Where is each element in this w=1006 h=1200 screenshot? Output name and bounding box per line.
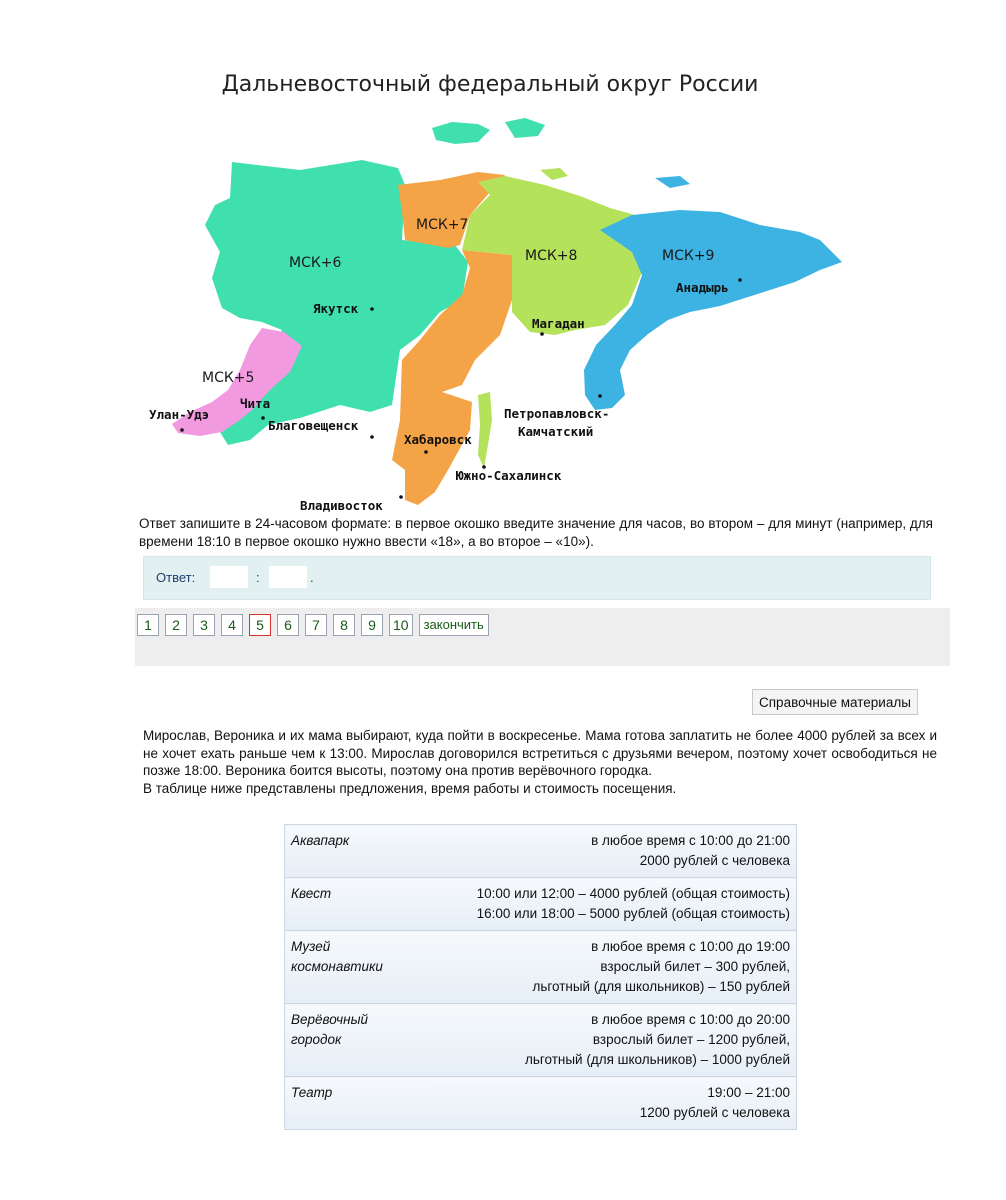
page-button-9[interactable]: 9 — [361, 614, 383, 636]
table-row — [285, 931, 797, 1004]
table-row — [285, 1077, 797, 1130]
city-blagoveshchensk: Благовещенск — [268, 418, 359, 433]
page-button-8[interactable]: 8 — [333, 614, 355, 636]
answer-end-dot: . — [310, 570, 314, 585]
island-north-2 — [505, 118, 545, 138]
city-petropavlovsk-2: Камчатский — [518, 424, 594, 439]
zone-label-msk6: МСК+6 — [289, 255, 342, 271]
offer-name: Музей космонавтики — [285, 931, 428, 1004]
page-button-3[interactable]: 3 — [193, 614, 215, 636]
city-chita: Чита — [240, 396, 271, 411]
city-yakutsk: Якутск — [313, 301, 359, 316]
offer-line: 2000 рублей с человека — [639, 853, 790, 868]
question-pager — [137, 614, 489, 636]
island-north — [432, 122, 490, 144]
timezone-map — [0, 0, 1006, 512]
island-wrangel — [655, 176, 690, 188]
offer-details — [427, 825, 797, 878]
table-intro: В таблице ниже представлены предложения, время работы и стоимость посещения. — [143, 780, 677, 796]
offer-name: Квест — [285, 878, 428, 931]
table-row — [285, 1004, 797, 1077]
page-button-5-current[interactable]: 5 — [249, 614, 271, 636]
answer-label: Ответ: — [156, 570, 196, 585]
offer-line: 1200 рублей с человека — [639, 1105, 790, 1120]
city-petropavlovsk-1: Петропавловск- — [504, 406, 610, 421]
offer-line: взрослый билет – 300 рублей, — [600, 959, 790, 974]
zone-label-msk8: МСК+8 — [525, 248, 578, 264]
hours-input[interactable] — [210, 566, 248, 588]
task-text — [143, 727, 937, 797]
zone-label-msk7: МСК+7 — [416, 217, 469, 233]
offer-line: в любое время с 10:00 до 21:00 — [591, 833, 790, 848]
zone-msk9-region — [584, 210, 842, 410]
minutes-input[interactable] — [269, 566, 307, 588]
page-button-4[interactable]: 4 — [221, 614, 243, 636]
offer-line: льготный (для школьников) – 150 рублей — [532, 979, 790, 994]
city-ulan-ude: Улан-Удэ — [149, 407, 210, 422]
table-row — [285, 878, 797, 931]
table-row — [285, 825, 797, 878]
offer-line: 16:00 или 18:00 – 5000 рублей (общая стоимость) — [476, 906, 790, 921]
finish-button[interactable]: закончить — [419, 614, 489, 636]
page-button-2[interactable]: 2 — [165, 614, 187, 636]
city-khabarovsk: Хабаровск — [404, 432, 472, 447]
offer-details — [427, 1077, 797, 1130]
offer-line: в любое время с 10:00 до 19:00 — [591, 939, 790, 954]
task-paragraph: Мирослав, Вероника и их мама выбирают, куда пойти в воскресенье. Мама готова заплатить не более 4000 рублей за всех и не хочет ехать раньше чем к 13:00. Мирослав договорился встретиться с друзьями вечером, поэтому хочет освободиться не позже 18:00. Вероника боится высоты, поэтому она против верёвочного городка. — [143, 728, 937, 778]
city-anadyr: Анадырь — [676, 280, 729, 295]
reference-materials-button[interactable]: Справочные материалы — [752, 689, 918, 715]
zone-label-msk5: МСК+5 — [202, 370, 255, 386]
offer-line: 10:00 или 12:00 – 4000 рублей (общая стоимость) — [476, 886, 790, 901]
answer-panel — [143, 556, 931, 600]
offer-line: в любое время с 10:00 до 20:00 — [591, 1012, 790, 1027]
map-title: Дальневосточный федеральный округ России — [221, 72, 759, 97]
offer-details — [427, 1004, 797, 1077]
offer-line: взрослый билет – 1200 рублей, — [592, 1032, 790, 1047]
page-button-10[interactable]: 10 — [389, 614, 413, 636]
page-button-6[interactable]: 6 — [277, 614, 299, 636]
offer-name: Аквапарк — [285, 825, 428, 878]
city-vladivostok: Владивосток — [300, 498, 383, 512]
time-separator: : — [256, 570, 260, 585]
zone-label-msk9: МСК+9 — [662, 248, 715, 264]
city-yuzhno-sakhalinsk: Южно-Сахалинск — [456, 468, 562, 483]
city-magadan: Магадан — [532, 316, 585, 331]
offer-name: Театр — [285, 1077, 428, 1130]
offer-details — [427, 931, 797, 1004]
answer-instruction: Ответ запишите в 24-часовом формате: в первое окошко введите значение для часов, во втором – для минут (например, для времени 18:10 в первое окошко нужно ввести «18», а во второе – «10»). — [139, 516, 933, 549]
page-button-7[interactable]: 7 — [305, 614, 327, 636]
offer-name: Верёвочный городок — [285, 1004, 428, 1077]
offer-details — [427, 878, 797, 931]
page-button-1[interactable]: 1 — [137, 614, 159, 636]
offer-line: льготный (для школьников) – 1000 рублей — [524, 1052, 790, 1067]
offers-table — [284, 824, 797, 1130]
island-east — [540, 168, 568, 180]
offer-line: 19:00 – 21:00 — [707, 1085, 790, 1100]
